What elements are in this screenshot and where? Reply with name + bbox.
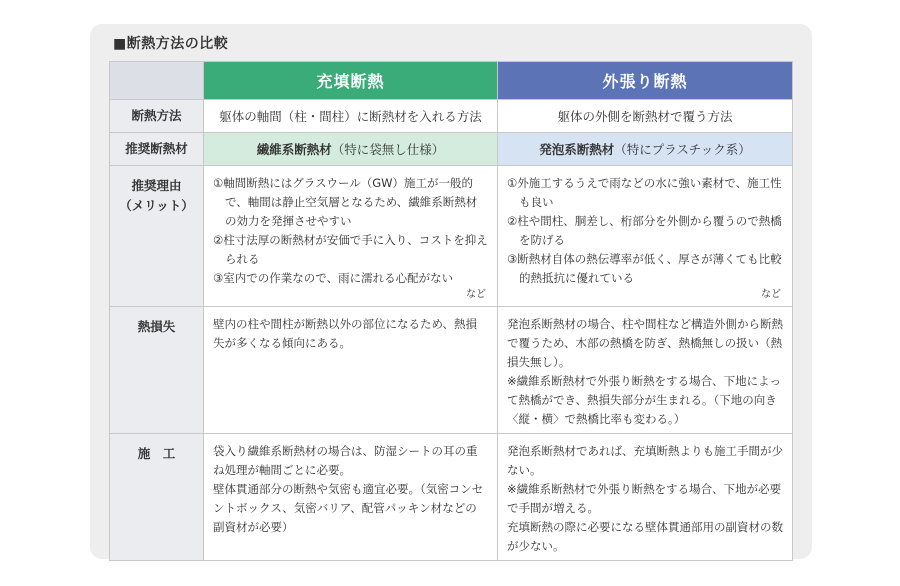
paragraph: ※繊維系断熱材で外張り断熱をする場合、下地によって熱橋ができ、熱損失部分が生まれる。（下地の向き〈縦・横〉で熱橋比率も変わる。） <box>507 374 782 426</box>
table-row-material <box>110 133 793 166</box>
heat-loss-ext <box>498 307 793 434</box>
material-ext <box>498 133 793 166</box>
list-item: ①軸間断熱にはグラスウール（GW）施工が一般的で、軸間は静止空気層となるため、繊維系断熱材の効力を発揮させやすい <box>213 176 478 228</box>
row-label-material: 推奨断熱材 <box>110 133 204 166</box>
etc-note: など <box>466 289 486 300</box>
paragraph: 壁体貫通部分の断熱や気密も適宜必要。（気密コンセントボックス、気密バリア、配管パッキン材などの副資材が必要） <box>213 482 484 534</box>
paragraph: 発泡系断熱材であれば、充填断熱よりも施工手間が少ない。 <box>507 444 783 477</box>
table-row-merit <box>110 166 793 307</box>
list-item: ③断熱材自体の熱伝導率が低く、厚さが薄くても比較的熱抵抗に優れている <box>507 252 782 285</box>
row-label-method: 断熱方法 <box>110 100 204 133</box>
row-label-heat-loss <box>110 307 204 434</box>
row-label-merit-line2: （メリット） <box>119 198 194 213</box>
header-external-insulation: 外張り断熱 <box>498 62 793 100</box>
header-fill-insulation: 充填断熱 <box>204 62 498 100</box>
paragraph: 壁内の柱や間柱が断熱以外の部位になるため、熱損失が多くなる傾向にある。 <box>213 317 478 350</box>
construction-ext <box>498 434 793 561</box>
material-fill <box>204 133 498 166</box>
row-label-construction <box>110 434 204 561</box>
method-ext: 躯体の外側を断熱材で覆う方法 <box>498 100 793 133</box>
table-row-heat-loss <box>110 307 793 434</box>
merit-ext <box>498 166 793 307</box>
merit-fill <box>204 166 498 307</box>
table-row-method <box>110 100 793 133</box>
table-row-construction <box>110 434 793 561</box>
material-fill-note: （特に袋無し仕様） <box>331 142 445 157</box>
row-label-merit <box>110 166 204 307</box>
material-ext-name: 発泡系断熱材 <box>539 142 615 157</box>
row-label-heat-loss-text: 熱損失 <box>137 319 176 334</box>
paragraph: 袋入り繊維系断熱材の場合は、防湿シートの耳の重ね処理が軸間ごとに必要。 <box>213 444 478 477</box>
list-item: ②柱寸法厚の断熱材が安価で手に入り、コストを抑えられる <box>213 233 488 266</box>
method-fill: 躯体の軸間（柱・間柱）に断熱材を入れる方法 <box>204 100 498 133</box>
list-item: ③室内での作業なので、雨に濡れる心配がない <box>213 271 454 285</box>
table-header-row <box>110 62 793 100</box>
list-item: ②柱や間柱、胴差し、桁部分を外側から覆うので熱橋を防げる <box>507 214 782 247</box>
paragraph: 充填断熱の際に必要になる壁体貫通部用の副資材の数が少ない。 <box>507 520 783 553</box>
construction-fill <box>204 434 498 561</box>
material-fill-name: 繊維系断熱材 <box>256 142 332 157</box>
heat-loss-fill <box>204 307 498 434</box>
row-label-construction-text: 施 工 <box>137 446 176 461</box>
list-item: ①外施工するうえで雨などの水に強い素材で、施工性も良い <box>507 176 782 209</box>
material-ext-note: （特にプラスチック系） <box>614 142 751 157</box>
header-corner <box>110 62 204 100</box>
page-title: ■断熱方法の比較 <box>113 36 229 52</box>
paragraph: 発泡系断熱材の場合、柱や間柱など構造外側から断熱で覆うため、木部の熱橋を防ぎ、熱橋無しの扱い（熱損失無し）。 <box>507 317 783 369</box>
etc-note: など <box>761 289 781 300</box>
comparison-table <box>109 61 793 561</box>
row-label-merit-line1: 推奨理由 <box>131 178 182 193</box>
paragraph: ※繊維系断熱材で外張り断熱をする場合、下地が必要で手間が増える。 <box>507 482 782 515</box>
